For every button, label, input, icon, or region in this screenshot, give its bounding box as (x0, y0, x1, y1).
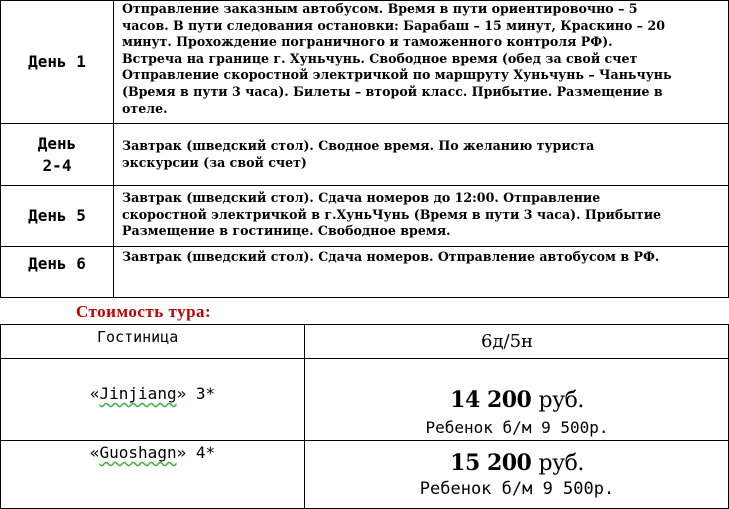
description-line: Отправление скоростной электричкой по маршруту Хуньчунь – Чаньчунь (122, 67, 672, 83)
price-value: 14 200 (450, 387, 532, 413)
day-description (114, 124, 728, 185)
description-line: Встреча на границе г. Хуньчунь. Свободное время (обед за свой счет (122, 50, 638, 66)
price-currency: руб. (538, 451, 584, 476)
adult-price (305, 387, 729, 413)
hotel-name-jinjiang (1, 384, 304, 403)
hotel-name-text: Jinjiang (99, 384, 177, 403)
description-line: (Время в пути 3 часа). Билеты – второй класс. Прибытие. Размещение в (122, 83, 663, 99)
adult-price (305, 450, 729, 476)
day-label: День 1 (1, 1, 114, 123)
child-price: Ребенок б/м 9 500р. (419, 479, 615, 499)
description-line: отеле. (122, 100, 168, 116)
price-table (0, 324, 729, 509)
hotel-prefix: « (89, 384, 100, 403)
day-label-word: День (37, 133, 77, 153)
child-price: Ребенок б/м 9 500р. (425, 418, 609, 437)
day-label: День 6 (1, 247, 114, 297)
day-label: День 5 (1, 186, 114, 246)
duration-column-header: 6д/5н (481, 331, 534, 352)
hotel-stars: » 4* (176, 443, 216, 462)
row-divider (1, 358, 728, 359)
description-line: Завтрак (шведский стол). Сдача номеров. Отправление автобусом в РФ. (122, 249, 660, 264)
day-label-range: 2-4 (42, 155, 72, 175)
day-description (114, 247, 728, 297)
itinerary-row-day-2-4 (1, 123, 728, 185)
hotel-name-guoshagn (1, 443, 304, 462)
description-line: Размещение в гостинице. Свободное время. (122, 223, 451, 239)
day-description (114, 1, 728, 123)
price-currency: руб. (538, 388, 584, 413)
description-line: экскурсии (за свой счет) (122, 154, 307, 170)
price-section-title: Стоимость тура: (76, 302, 212, 321)
description-line: Завтрак (шведский стол). Сдача номеров до 12:00. Отправление (122, 190, 601, 205)
description-line: минут. Прохождение пограничного и таможенного контроля РФ). (122, 34, 613, 50)
description-line: часов. В пути следования остановки: Барабаш – 15 минут, Краскино – 20 (122, 17, 666, 33)
itinerary-row-day-1 (1, 1, 728, 123)
description-line: Отправление заказным автобусом. Время в пути ориентировочно – 5 (122, 1, 638, 16)
hotel-prefix: « (89, 443, 100, 462)
price-value: 15 200 (450, 450, 532, 476)
hotel-stars: » 3* (176, 384, 216, 403)
day-description (114, 186, 728, 246)
row-divider (1, 440, 728, 441)
hotel-name-text: Guoshagn (99, 443, 177, 462)
hotel-column-header: Гостиница (97, 328, 179, 346)
itinerary-row-day-6 (1, 246, 728, 297)
itinerary-row-day-5 (1, 185, 728, 246)
description-line: скоростной электричкой в г.ХуньЧунь (Время в пути 3 часа). Прибытие (122, 206, 662, 222)
day-label (1, 124, 114, 185)
description-line: Завтрак (шведский стол). Сводное время. По желанию туриста (122, 138, 595, 153)
